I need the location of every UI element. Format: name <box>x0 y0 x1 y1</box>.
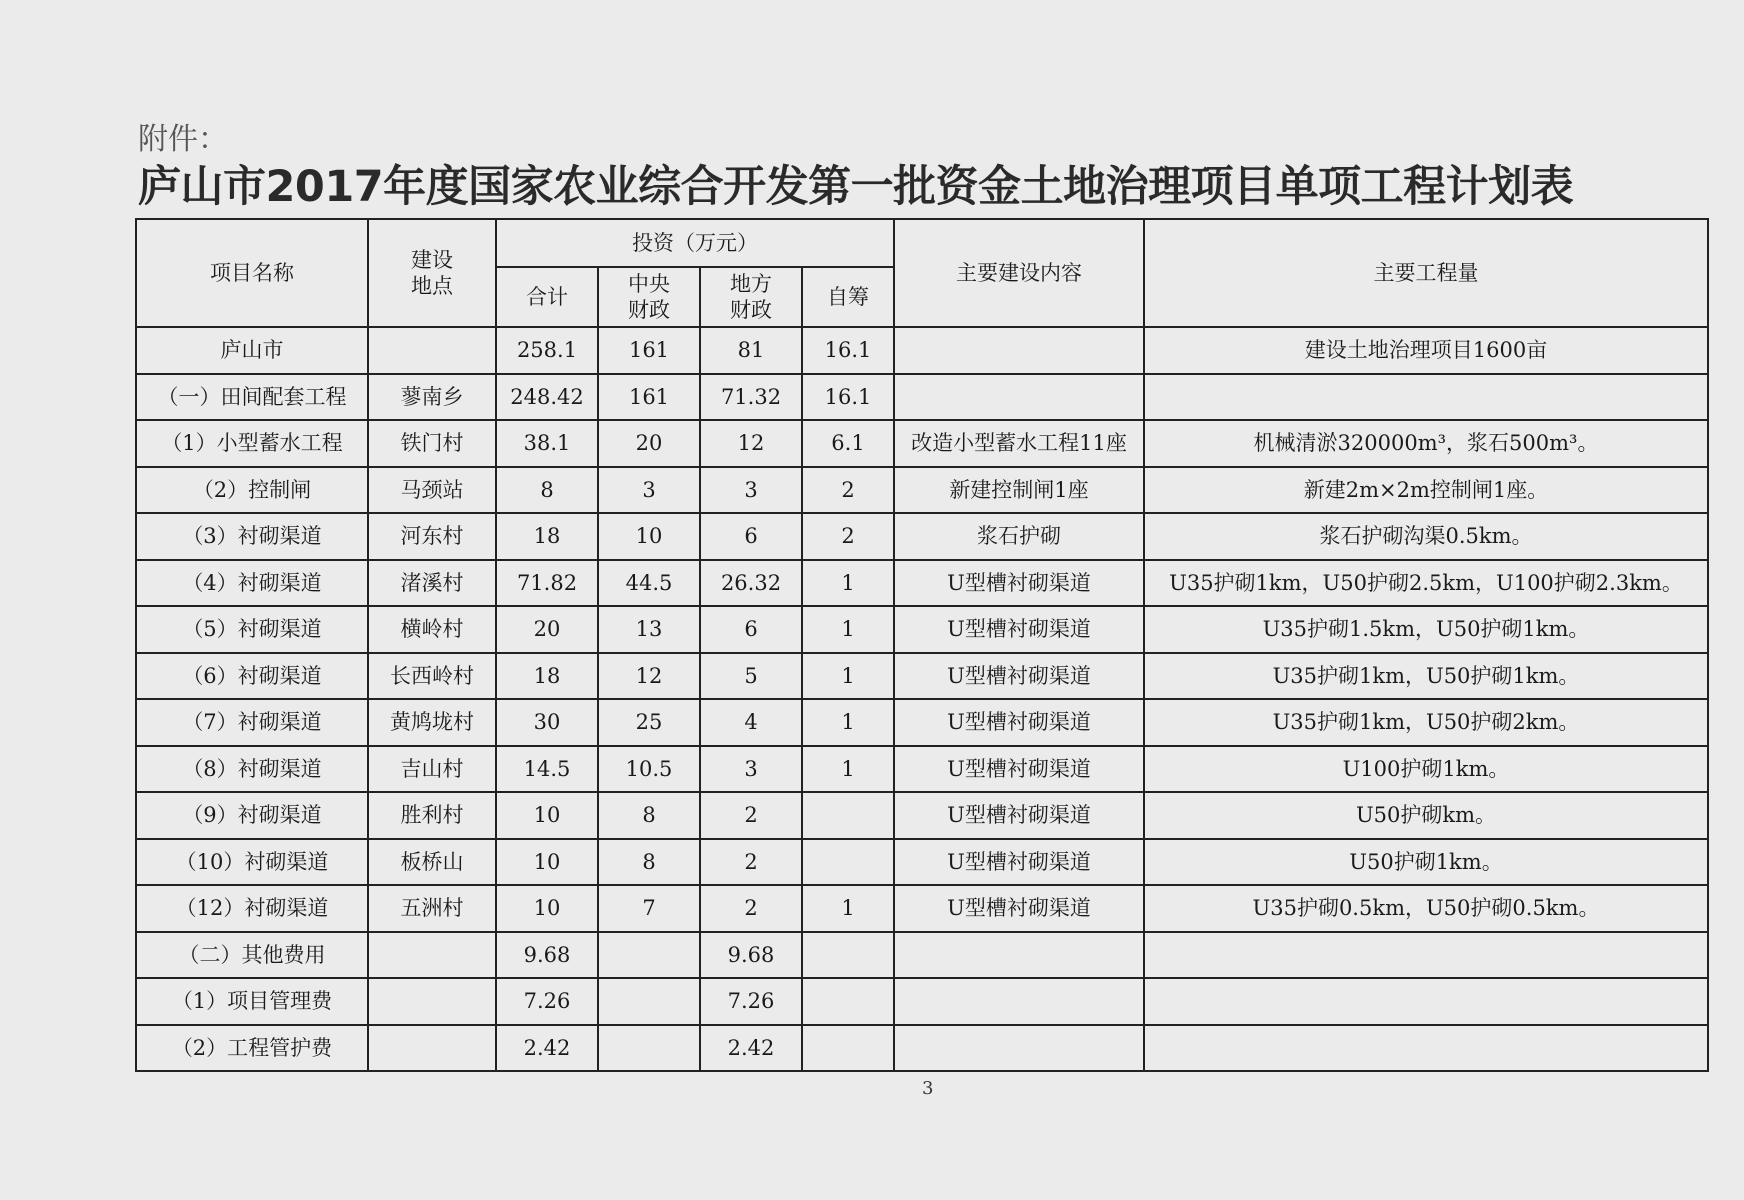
cell-quantity: U35护砌0.5km，U50护砌0.5km。 <box>1144 885 1708 932</box>
table-row <box>136 513 1708 560</box>
cell-quantity: U50护砌1km。 <box>1144 839 1708 886</box>
project-plan-table <box>135 218 1709 1072</box>
cell-self: 1 <box>802 746 894 793</box>
cell-content <box>894 374 1144 421</box>
cell-quantity: 机械清淤320000m³，浆石500m³。 <box>1144 420 1708 467</box>
cell-local: 4 <box>700 699 802 746</box>
cell-total: 71.82 <box>496 560 598 607</box>
cell-local: 2 <box>700 839 802 886</box>
cell-content: U型槽衬砌渠道 <box>894 746 1144 793</box>
cell-self: 1 <box>802 699 894 746</box>
cell-total: 2.42 <box>496 1025 598 1072</box>
cell-local: 5 <box>700 653 802 700</box>
cell-central <box>598 978 700 1025</box>
table-row <box>136 327 1708 374</box>
cell-total: 248.42 <box>496 374 598 421</box>
cell-central <box>598 1025 700 1072</box>
cell-self: 16.1 <box>802 327 894 374</box>
header-investment: 投资（万元） <box>496 219 894 267</box>
cell-project-name: （12）衬砌渠道 <box>136 885 368 932</box>
header-project-name: 项目名称 <box>136 219 368 327</box>
cell-project-name: （9）衬砌渠道 <box>136 792 368 839</box>
cell-content: 改造小型蓄水工程11座 <box>894 420 1144 467</box>
cell-central <box>598 932 700 979</box>
cell-project-name: （一）田间配套工程 <box>136 374 368 421</box>
cell-project-name: （6）衬砌渠道 <box>136 653 368 700</box>
attachment-label: 附件： <box>138 122 228 157</box>
cell-total: 7.26 <box>496 978 598 1025</box>
cell-location <box>368 1025 496 1072</box>
page-number: 3 <box>922 1078 934 1099</box>
table-row <box>136 839 1708 886</box>
cell-self: 1 <box>802 885 894 932</box>
cell-project-name: （5）衬砌渠道 <box>136 606 368 653</box>
cell-local: 26.32 <box>700 560 802 607</box>
table-row <box>136 467 1708 514</box>
cell-project-name: （2）控制闸 <box>136 467 368 514</box>
cell-quantity: 浆石护砌沟渠0.5km。 <box>1144 513 1708 560</box>
header-self: 自筹 <box>802 267 894 327</box>
cell-project-name: （1）项目管理费 <box>136 978 368 1025</box>
cell-location <box>368 932 496 979</box>
header-quantity: 主要工程量 <box>1144 219 1708 327</box>
cell-total: 9.68 <box>496 932 598 979</box>
cell-central: 10 <box>598 513 700 560</box>
header-total: 合计 <box>496 267 598 327</box>
table-row <box>136 699 1708 746</box>
cell-central: 8 <box>598 792 700 839</box>
table-row <box>136 792 1708 839</box>
table-row <box>136 560 1708 607</box>
cell-local: 71.32 <box>700 374 802 421</box>
cell-quantity <box>1144 978 1708 1025</box>
table-row <box>136 420 1708 467</box>
cell-project-name: （2）工程管护费 <box>136 1025 368 1072</box>
cell-central: 161 <box>598 327 700 374</box>
cell-local: 2 <box>700 885 802 932</box>
cell-local: 3 <box>700 746 802 793</box>
cell-self: 16.1 <box>802 374 894 421</box>
cell-quantity: U35护砌1.5km，U50护砌1km。 <box>1144 606 1708 653</box>
cell-self <box>802 932 894 979</box>
cell-location: 胜利村 <box>368 792 496 839</box>
cell-self: 6.1 <box>802 420 894 467</box>
cell-location <box>368 327 496 374</box>
cell-central: 44.5 <box>598 560 700 607</box>
cell-content: U型槽衬砌渠道 <box>894 560 1144 607</box>
header-location: 建设 地点 <box>368 219 496 327</box>
header-central: 中央 财政 <box>598 267 700 327</box>
cell-local: 6 <box>700 606 802 653</box>
cell-location: 长西岭村 <box>368 653 496 700</box>
cell-quantity <box>1144 374 1708 421</box>
table-row <box>136 746 1708 793</box>
cell-quantity <box>1144 932 1708 979</box>
table-row <box>136 606 1708 653</box>
cell-self: 2 <box>802 467 894 514</box>
cell-total: 30 <box>496 699 598 746</box>
cell-location: 板桥山 <box>368 839 496 886</box>
cell-content: U型槽衬砌渠道 <box>894 839 1144 886</box>
cell-self: 1 <box>802 653 894 700</box>
cell-content <box>894 978 1144 1025</box>
cell-central: 10.5 <box>598 746 700 793</box>
header-content: 主要建设内容 <box>894 219 1144 327</box>
cell-location <box>368 978 496 1025</box>
cell-local: 9.68 <box>700 932 802 979</box>
cell-location: 蓼南乡 <box>368 374 496 421</box>
cell-content: U型槽衬砌渠道 <box>894 792 1144 839</box>
cell-central: 161 <box>598 374 700 421</box>
cell-quantity: U35护砌1km，U50护砌2.5km，U100护砌2.3km。 <box>1144 560 1708 607</box>
cell-local: 6 <box>700 513 802 560</box>
cell-quantity: 建设土地治理项目1600亩 <box>1144 327 1708 374</box>
cell-total: 18 <box>496 513 598 560</box>
header-row <box>136 219 1708 267</box>
table-row <box>136 653 1708 700</box>
cell-total: 14.5 <box>496 746 598 793</box>
cell-central: 25 <box>598 699 700 746</box>
cell-quantity: 新建2m×2m控制闸1座。 <box>1144 467 1708 514</box>
cell-content <box>894 327 1144 374</box>
cell-local: 2 <box>700 792 802 839</box>
cell-content: 新建控制闸1座 <box>894 467 1144 514</box>
cell-total: 8 <box>496 467 598 514</box>
cell-total: 10 <box>496 792 598 839</box>
cell-project-name: （7）衬砌渠道 <box>136 699 368 746</box>
table-body <box>136 327 1708 1071</box>
cell-self: 1 <box>802 560 894 607</box>
cell-self <box>802 839 894 886</box>
cell-quantity: U100护砌1km。 <box>1144 746 1708 793</box>
cell-self <box>802 792 894 839</box>
cell-project-name: （8）衬砌渠道 <box>136 746 368 793</box>
cell-content: U型槽衬砌渠道 <box>894 885 1144 932</box>
cell-total: 10 <box>496 885 598 932</box>
table-row <box>136 374 1708 421</box>
table-row <box>136 978 1708 1025</box>
cell-total: 20 <box>496 606 598 653</box>
cell-local: 2.42 <box>700 1025 802 1072</box>
cell-project-name: （二）其他费用 <box>136 932 368 979</box>
cell-central: 20 <box>598 420 700 467</box>
cell-quantity: U35护砌1km，U50护砌1km。 <box>1144 653 1708 700</box>
cell-central: 13 <box>598 606 700 653</box>
cell-central: 8 <box>598 839 700 886</box>
cell-location: 横岭村 <box>368 606 496 653</box>
cell-local: 7.26 <box>700 978 802 1025</box>
cell-location: 河东村 <box>368 513 496 560</box>
cell-quantity: U50护砌km。 <box>1144 792 1708 839</box>
cell-central: 12 <box>598 653 700 700</box>
cell-project-name: （10）衬砌渠道 <box>136 839 368 886</box>
cell-location: 马颈站 <box>368 467 496 514</box>
cell-project-name: （3）衬砌渠道 <box>136 513 368 560</box>
cell-location: 黄鸠垅村 <box>368 699 496 746</box>
cell-content <box>894 932 1144 979</box>
cell-content: U型槽衬砌渠道 <box>894 653 1144 700</box>
cell-project-name: （1）小型蓄水工程 <box>136 420 368 467</box>
cell-total: 258.1 <box>496 327 598 374</box>
cell-project-name: 庐山市 <box>136 327 368 374</box>
cell-content: 浆石护砌 <box>894 513 1144 560</box>
cell-content: U型槽衬砌渠道 <box>894 606 1144 653</box>
cell-total: 18 <box>496 653 598 700</box>
cell-location: 渚溪村 <box>368 560 496 607</box>
cell-self: 2 <box>802 513 894 560</box>
cell-self: 1 <box>802 606 894 653</box>
cell-quantity <box>1144 1025 1708 1072</box>
cell-location: 吉山村 <box>368 746 496 793</box>
cell-quantity: U35护砌1km，U50护砌2km。 <box>1144 699 1708 746</box>
cell-local: 81 <box>700 327 802 374</box>
cell-central: 3 <box>598 467 700 514</box>
cell-total: 10 <box>496 839 598 886</box>
cell-central: 7 <box>598 885 700 932</box>
cell-content: U型槽衬砌渠道 <box>894 699 1144 746</box>
cell-project-name: （4）衬砌渠道 <box>136 560 368 607</box>
cell-self <box>802 978 894 1025</box>
table-row <box>136 1025 1708 1072</box>
table-row <box>136 885 1708 932</box>
cell-location: 五洲村 <box>368 885 496 932</box>
cell-content <box>894 1025 1144 1072</box>
cell-location: 铁门村 <box>368 420 496 467</box>
table-row <box>136 932 1708 979</box>
cell-local: 12 <box>700 420 802 467</box>
cell-self <box>802 1025 894 1072</box>
header-local: 地方 财政 <box>700 267 802 327</box>
cell-local: 3 <box>700 467 802 514</box>
cell-total: 38.1 <box>496 420 598 467</box>
page-title: 庐山市2017年度国家农业综合开发第一批资金土地治理项目单项工程计划表 <box>138 162 1574 212</box>
